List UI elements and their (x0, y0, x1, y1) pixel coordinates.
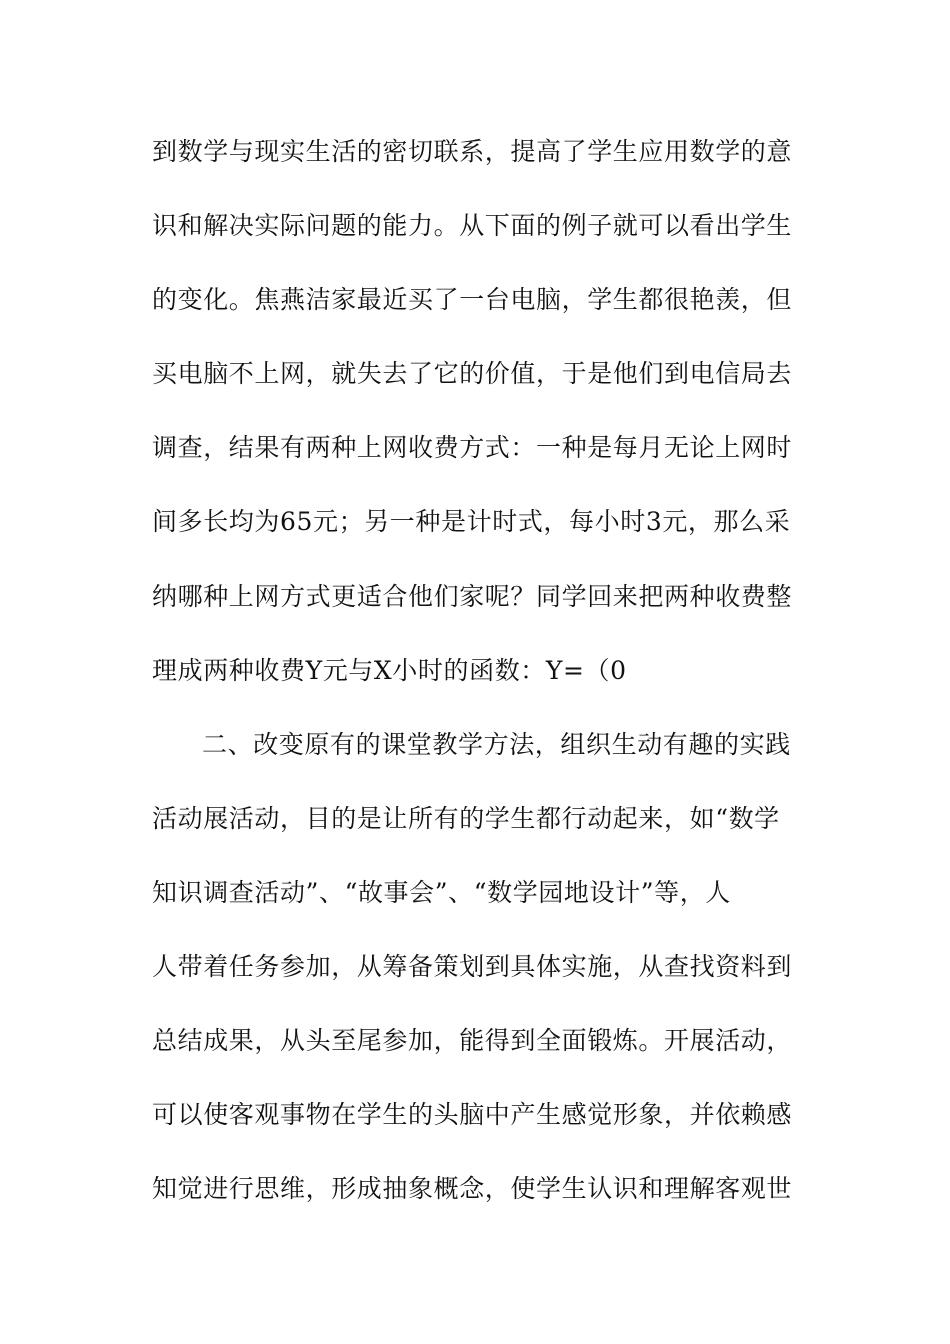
text-line: 活动展活动，目的是让所有的学生都行动起来，如“数学 (152, 803, 780, 833)
text-line: 人带着任务参加，从筹备策划到具体实施，从查找资料到 (152, 952, 793, 982)
text-line: 买电脑不上网，就失去了它的价值，于是他们到电信局去 (152, 359, 793, 389)
text-line: 调查，结果有两种上网收费方式：一种是每月无论上网时 (152, 433, 793, 463)
text-line: 知觉进行思维，形成抽象概念，使学生认识和理解客观世 (152, 1174, 793, 1204)
text-line: 理成两种收费Y元与X小时的函数：Y=（0 (152, 655, 627, 685)
text-line: 知识调查活动”、“故事会”、“数学园地设计”等，人 (152, 877, 731, 907)
text-line: 的变化。焦燕洁家最近买了一台电脑，学生都很艳羡，但 (152, 285, 793, 315)
text-line: 到数学与现实生活的密切联系，提高了学生应用数学的意 (152, 137, 793, 166)
text-line: 间多长均为65元；另一种是计时式，每小时3元，那么采 (152, 507, 791, 537)
text-line: 纳哪种上网方式更适合他们家呢？同学回来把两种收费整 (152, 581, 793, 611)
body-text (152, 124, 802, 1235)
text-line: 识和解决实际问题的能力。从下面的例子就可以看出学生 (152, 211, 793, 241)
text-line: 可以使客观事物在学生的头脑中产生感觉形象，并依赖感 (152, 1100, 793, 1130)
section-heading-line: 二、改变原有的课堂教学方法，组织生动有趣的实践 (202, 729, 791, 759)
text-line: 总结成果，从头至尾参加，能得到全面锻炼。开展活动， (152, 1026, 793, 1056)
